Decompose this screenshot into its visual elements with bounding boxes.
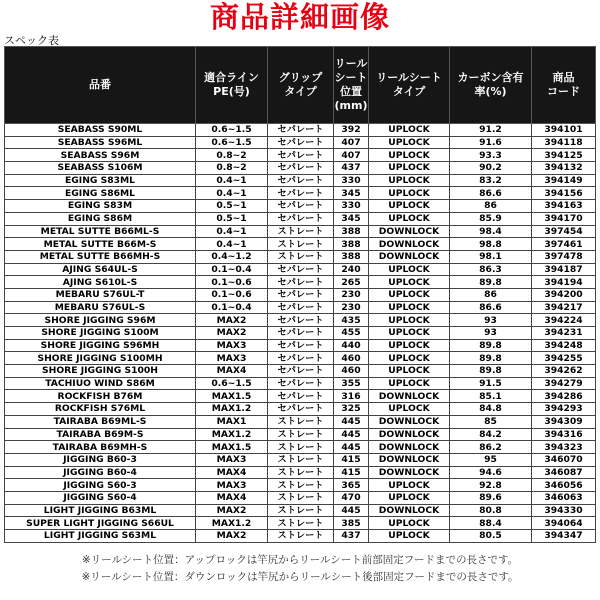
cell-line-pe: MAX4 xyxy=(196,365,268,378)
cell-line-pe: MAX4 xyxy=(196,491,268,504)
table-row xyxy=(5,390,596,403)
cell-line-pe: 0.1~0.4 xyxy=(196,301,268,314)
cell-reel-seat-type: DOWNLOCK xyxy=(369,453,450,466)
cell-reel-seat-position: 445 xyxy=(334,441,369,454)
table-row xyxy=(5,187,596,200)
cell-grip-type: セパレート xyxy=(268,200,334,213)
cell-reel-seat-type: UPLOCK xyxy=(369,352,450,365)
table-row xyxy=(5,403,596,416)
cell-reel-seat-type: UPLOCK xyxy=(369,136,450,149)
spec-table-body xyxy=(5,124,596,543)
cell-product-code: 394309 xyxy=(532,415,596,428)
footnotes xyxy=(0,552,600,586)
cell-grip-type: ストレート xyxy=(268,250,334,263)
cell-reel-seat-type: UPLOCK xyxy=(369,314,450,327)
cell-part-number: EGING S86M xyxy=(5,212,196,225)
cell-carbon-content: 98.1 xyxy=(450,250,532,263)
cell-reel-seat-type: DOWNLOCK xyxy=(369,238,450,251)
cell-reel-seat-position: 330 xyxy=(334,174,369,187)
cell-carbon-content: 98.8 xyxy=(450,238,532,251)
cell-reel-seat-type: UPLOCK xyxy=(369,327,450,340)
cell-reel-seat-type: UPLOCK xyxy=(369,517,450,530)
cell-grip-type: セパレート xyxy=(268,390,334,403)
cell-reel-seat-position: 265 xyxy=(334,276,369,289)
spec-table-label: スペック表 xyxy=(4,34,59,47)
cell-product-code: 346056 xyxy=(532,479,596,492)
cell-carbon-content: 93 xyxy=(450,327,532,340)
cell-product-code: 397454 xyxy=(532,225,596,238)
cell-reel-seat-position: 437 xyxy=(334,162,369,175)
cell-carbon-content: 85.1 xyxy=(450,390,532,403)
cell-part-number: TAIRABA B69MH-S xyxy=(5,441,196,454)
cell-line-pe: MAX1 xyxy=(196,415,268,428)
cell-part-number: EGING S83ML xyxy=(5,174,196,187)
cell-reel-seat-position: 415 xyxy=(334,466,369,479)
cell-carbon-content: 86.6 xyxy=(450,301,532,314)
cell-reel-seat-position: 445 xyxy=(334,415,369,428)
cell-product-code: 346087 xyxy=(532,466,596,479)
cell-reel-seat-type: UPLOCK xyxy=(369,174,450,187)
cell-grip-type: ストレート xyxy=(268,415,334,428)
cell-reel-seat-position: 365 xyxy=(334,479,369,492)
cell-product-code: 394149 xyxy=(532,174,596,187)
cell-part-number: ROCKFISH S76ML xyxy=(5,403,196,416)
cell-product-code: 346063 xyxy=(532,491,596,504)
table-row xyxy=(5,517,596,530)
table-row xyxy=(5,504,596,517)
cell-reel-seat-position: 437 xyxy=(334,530,369,543)
cell-part-number: METAL SUTTE B66ML-S xyxy=(5,225,196,238)
cell-reel-seat-position: 325 xyxy=(334,403,369,416)
cell-carbon-content: 88.4 xyxy=(450,517,532,530)
table-row xyxy=(5,352,596,365)
cell-grip-type: ストレート xyxy=(268,453,334,466)
cell-product-code: 394200 xyxy=(532,288,596,301)
cell-carbon-content: 80.5 xyxy=(450,530,532,543)
table-row xyxy=(5,250,596,263)
cell-reel-seat-type: UPLOCK xyxy=(369,403,450,416)
cell-product-code: 394279 xyxy=(532,377,596,390)
cell-reel-seat-position: 392 xyxy=(334,124,369,137)
cell-line-pe: MAX4 xyxy=(196,466,268,479)
cell-part-number: TAIRABA B69ML-S xyxy=(5,415,196,428)
cell-product-code: 394330 xyxy=(532,504,596,517)
table-row xyxy=(5,136,596,149)
cell-reel-seat-position: 407 xyxy=(334,136,369,149)
cell-reel-seat-position: 460 xyxy=(334,365,369,378)
footnote-downlock: ※リールシート位置：ダウンロックは竿尻からリールシート後部固定フードまでの長さです。 xyxy=(81,571,519,583)
cell-reel-seat-position: 435 xyxy=(334,314,369,327)
cell-part-number: LIGHT JIGGING B63ML xyxy=(5,504,196,517)
cell-reel-seat-position: 388 xyxy=(334,238,369,251)
table-row xyxy=(5,327,596,340)
cell-line-pe: 0.1~0.4 xyxy=(196,263,268,276)
cell-part-number: SEABASS S90ML xyxy=(5,124,196,137)
cell-part-number: SHORE JIGGING S100H xyxy=(5,365,196,378)
cell-product-code: 394194 xyxy=(532,276,596,289)
cell-carbon-content: 86 xyxy=(450,200,532,213)
cell-reel-seat-type: UPLOCK xyxy=(369,276,450,289)
cell-line-pe: MAX1.2 xyxy=(196,403,268,416)
cell-reel-seat-type: UPLOCK xyxy=(369,530,450,543)
cell-part-number: LIGHT JIGGING S63ML xyxy=(5,530,196,543)
cell-reel-seat-type: UPLOCK xyxy=(369,263,450,276)
table-row xyxy=(5,301,596,314)
cell-grip-type: セパレート xyxy=(268,301,334,314)
cell-carbon-content: 89.8 xyxy=(450,352,532,365)
cell-carbon-content: 91.6 xyxy=(450,136,532,149)
cell-grip-type: ストレート xyxy=(268,517,334,530)
cell-carbon-content: 89.6 xyxy=(450,491,532,504)
cell-reel-seat-type: UPLOCK xyxy=(369,377,450,390)
cell-part-number: JIGGING B60-3 xyxy=(5,453,196,466)
cell-grip-type: セパレート xyxy=(268,377,334,390)
cell-grip-type: ストレート xyxy=(268,225,334,238)
cell-line-pe: MAX2 xyxy=(196,314,268,327)
cell-grip-type: セパレート xyxy=(268,365,334,378)
cell-line-pe: MAX3 xyxy=(196,453,268,466)
cell-carbon-content: 92.8 xyxy=(450,479,532,492)
table-row xyxy=(5,238,596,251)
cell-grip-type: セパレート xyxy=(268,162,334,175)
table-row xyxy=(5,200,596,213)
cell-reel-seat-position: 385 xyxy=(334,517,369,530)
cell-reel-seat-type: UPLOCK xyxy=(369,200,450,213)
cell-reel-seat-position: 230 xyxy=(334,301,369,314)
cell-part-number: AJING S64UL-S xyxy=(5,263,196,276)
cell-grip-type: セパレート xyxy=(268,136,334,149)
cell-line-pe: 0.5~1 xyxy=(196,200,268,213)
cell-grip-type: セパレート xyxy=(268,174,334,187)
cell-grip-type: セパレート xyxy=(268,212,334,225)
cell-line-pe: MAX1.5 xyxy=(196,441,268,454)
table-row xyxy=(5,263,596,276)
cell-line-pe: 0.1~0.6 xyxy=(196,276,268,289)
table-row xyxy=(5,441,596,454)
cell-reel-seat-type: DOWNLOCK xyxy=(369,428,450,441)
table-row xyxy=(5,530,596,543)
cell-carbon-content: 91.2 xyxy=(450,124,532,137)
cell-grip-type: セパレート xyxy=(268,276,334,289)
cell-carbon-content: 86 xyxy=(450,288,532,301)
cell-product-code: 394293 xyxy=(532,403,596,416)
cell-reel-seat-type: UPLOCK xyxy=(369,212,450,225)
cell-carbon-content: 89.8 xyxy=(450,276,532,289)
cell-grip-type: セパレート xyxy=(268,288,334,301)
cell-product-code: 394255 xyxy=(532,352,596,365)
cell-carbon-content: 85.9 xyxy=(450,212,532,225)
cell-part-number: SEABASS S106M xyxy=(5,162,196,175)
cell-part-number: MEBARU S76UL-T xyxy=(5,288,196,301)
cell-reel-seat-position: 230 xyxy=(334,288,369,301)
cell-reel-seat-type: DOWNLOCK xyxy=(369,466,450,479)
cell-carbon-content: 86.2 xyxy=(450,441,532,454)
cell-carbon-content: 84.8 xyxy=(450,403,532,416)
cell-carbon-content: 90.2 xyxy=(450,162,532,175)
cell-grip-type: ストレート xyxy=(268,491,334,504)
table-row xyxy=(5,428,596,441)
cell-carbon-content: 91.5 xyxy=(450,377,532,390)
cell-reel-seat-position: 415 xyxy=(334,453,369,466)
table-row xyxy=(5,162,596,175)
cell-line-pe: 0.8~2 xyxy=(196,149,268,162)
cell-reel-seat-type: DOWNLOCK xyxy=(369,250,450,263)
header-carbon-content: カーボン含有 率(%) xyxy=(450,47,532,124)
cell-line-pe: 0.4~1 xyxy=(196,187,268,200)
table-row xyxy=(5,174,596,187)
cell-product-code: 394231 xyxy=(532,327,596,340)
header-grip-type: グリップ タイプ xyxy=(268,47,334,124)
cell-carbon-content: 93.3 xyxy=(450,149,532,162)
cell-part-number: JIGGING S60-3 xyxy=(5,479,196,492)
spec-table-header-row xyxy=(5,47,596,124)
cell-line-pe: MAX1.5 xyxy=(196,390,268,403)
cell-reel-seat-position: 455 xyxy=(334,327,369,340)
cell-reel-seat-position: 470 xyxy=(334,491,369,504)
cell-carbon-content: 86.3 xyxy=(450,263,532,276)
page-banner-title: 商品詳細画像 xyxy=(209,0,390,34)
cell-line-pe: 0.6~1.5 xyxy=(196,377,268,390)
header-reel-seat-type: リールシート タイプ xyxy=(369,47,450,124)
cell-reel-seat-position: 316 xyxy=(334,390,369,403)
cell-line-pe: MAX3 xyxy=(196,339,268,352)
cell-line-pe: MAX1.2 xyxy=(196,428,268,441)
table-row xyxy=(5,288,596,301)
cell-carbon-content: 86.6 xyxy=(450,187,532,200)
cell-line-pe: 0.6~1.5 xyxy=(196,136,268,149)
cell-line-pe: MAX3 xyxy=(196,352,268,365)
cell-line-pe: 0.4~1 xyxy=(196,225,268,238)
table-row xyxy=(5,225,596,238)
spec-table xyxy=(4,46,596,543)
cell-reel-seat-type: DOWNLOCK xyxy=(369,390,450,403)
cell-part-number: ROCKFISH B76M xyxy=(5,390,196,403)
cell-product-code: 397478 xyxy=(532,250,596,263)
table-row xyxy=(5,466,596,479)
cell-product-code: 394064 xyxy=(532,517,596,530)
cell-part-number: SEABASS S96ML xyxy=(5,136,196,149)
cell-carbon-content: 80.8 xyxy=(450,504,532,517)
cell-reel-seat-position: 407 xyxy=(334,149,369,162)
cell-product-code: 394118 xyxy=(532,136,596,149)
cell-product-code: 394125 xyxy=(532,149,596,162)
cell-product-code: 394170 xyxy=(532,212,596,225)
cell-part-number: SHORE JIGGING S100MH xyxy=(5,352,196,365)
cell-carbon-content: 83.2 xyxy=(450,174,532,187)
cell-grip-type: セパレート xyxy=(268,187,334,200)
cell-reel-seat-type: UPLOCK xyxy=(369,339,450,352)
cell-product-code: 394132 xyxy=(532,162,596,175)
cell-reel-seat-position: 388 xyxy=(334,250,369,263)
cell-reel-seat-position: 240 xyxy=(334,263,369,276)
cell-grip-type: セパレート xyxy=(268,352,334,365)
cell-reel-seat-position: 445 xyxy=(334,428,369,441)
cell-product-code: 394187 xyxy=(532,263,596,276)
table-row xyxy=(5,212,596,225)
cell-grip-type: セパレート xyxy=(268,327,334,340)
header-product-code: 商品 コード xyxy=(532,47,596,124)
cell-part-number: JIGGING S60-4 xyxy=(5,491,196,504)
cell-grip-type: セパレート xyxy=(268,149,334,162)
cell-part-number: SUPER LIGHT JIGGING S66UL xyxy=(5,517,196,530)
cell-part-number: METAL SUTTE B66M-S xyxy=(5,238,196,251)
table-row xyxy=(5,149,596,162)
cell-grip-type: セパレート xyxy=(268,263,334,276)
cell-product-code: 394224 xyxy=(532,314,596,327)
cell-line-pe: 0.8~2 xyxy=(196,162,268,175)
cell-product-code: 394347 xyxy=(532,530,596,543)
cell-grip-type: ストレート xyxy=(268,238,334,251)
cell-reel-seat-type: DOWNLOCK xyxy=(369,415,450,428)
table-row xyxy=(5,339,596,352)
cell-part-number: TAIRABA B69M-S xyxy=(5,428,196,441)
cell-product-code: 394163 xyxy=(532,200,596,213)
cell-line-pe: 0.6~1.5 xyxy=(196,124,268,137)
cell-carbon-content: 95 xyxy=(450,453,532,466)
table-row xyxy=(5,479,596,492)
cell-line-pe: MAX2 xyxy=(196,504,268,517)
cell-reel-seat-position: 355 xyxy=(334,377,369,390)
cell-reel-seat-position: 330 xyxy=(334,200,369,213)
cell-line-pe: MAX2 xyxy=(196,530,268,543)
cell-part-number: SHORE JIGGING S100M xyxy=(5,327,196,340)
cell-line-pe: 0.1~0.6 xyxy=(196,288,268,301)
cell-reel-seat-type: UPLOCK xyxy=(369,479,450,492)
cell-part-number: TACHIUO WIND S86M xyxy=(5,377,196,390)
cell-reel-seat-type: DOWNLOCK xyxy=(369,441,450,454)
cell-grip-type: ストレート xyxy=(268,530,334,543)
cell-carbon-content: 89.8 xyxy=(450,365,532,378)
header-part-number: 品番 xyxy=(5,47,196,124)
cell-reel-seat-position: 460 xyxy=(334,352,369,365)
cell-reel-seat-type: UPLOCK xyxy=(369,149,450,162)
cell-line-pe: MAX3 xyxy=(196,479,268,492)
cell-reel-seat-type: UPLOCK xyxy=(369,124,450,137)
cell-line-pe: MAX2 xyxy=(196,327,268,340)
table-row xyxy=(5,491,596,504)
cell-reel-seat-position: 440 xyxy=(334,339,369,352)
cell-carbon-content: 94.6 xyxy=(450,466,532,479)
cell-reel-seat-type: UPLOCK xyxy=(369,162,450,175)
cell-grip-type: セパレート xyxy=(268,403,334,416)
cell-product-code: 394217 xyxy=(532,301,596,314)
cell-part-number: METAL SUTTE B66MH-S xyxy=(5,250,196,263)
cell-line-pe: 0.4~1 xyxy=(196,174,268,187)
cell-part-number: EGING S83M xyxy=(5,200,196,213)
cell-product-code: 394323 xyxy=(532,441,596,454)
cell-reel-seat-type: UPLOCK xyxy=(369,187,450,200)
cell-reel-seat-type: UPLOCK xyxy=(369,365,450,378)
cell-reel-seat-type: UPLOCK xyxy=(369,288,450,301)
table-row xyxy=(5,377,596,390)
cell-carbon-content: 89.8 xyxy=(450,339,532,352)
cell-product-code: 394262 xyxy=(532,365,596,378)
cell-reel-seat-position: 445 xyxy=(334,504,369,517)
table-row xyxy=(5,314,596,327)
cell-part-number: SHORE JIGGING S96MH xyxy=(5,339,196,352)
cell-reel-seat-type: UPLOCK xyxy=(369,491,450,504)
cell-reel-seat-position: 388 xyxy=(334,225,369,238)
cell-part-number: MEBARU S76UL-S xyxy=(5,301,196,314)
cell-grip-type: ストレート xyxy=(268,428,334,441)
cell-product-code: 394286 xyxy=(532,390,596,403)
cell-grip-type: ストレート xyxy=(268,441,334,454)
cell-line-pe: 0.4~1.2 xyxy=(196,250,268,263)
cell-grip-type: セパレート xyxy=(268,124,334,137)
cell-grip-type: セパレート xyxy=(268,314,334,327)
cell-carbon-content: 98.4 xyxy=(450,225,532,238)
cell-part-number: SEABASS S96M xyxy=(5,149,196,162)
table-row xyxy=(5,365,596,378)
cell-line-pe: 0.4~1 xyxy=(196,238,268,251)
cell-reel-seat-type: DOWNLOCK xyxy=(369,504,450,517)
cell-carbon-content: 84.2 xyxy=(450,428,532,441)
cell-grip-type: ストレート xyxy=(268,466,334,479)
cell-product-code: 394156 xyxy=(532,187,596,200)
cell-reel-seat-type: DOWNLOCK xyxy=(369,225,450,238)
cell-part-number: AJING S610L-S xyxy=(5,276,196,289)
cell-product-code: 394248 xyxy=(532,339,596,352)
header-line-pe: 適合ライン PE(号) xyxy=(196,47,268,124)
cell-product-code: 394101 xyxy=(532,124,596,137)
cell-line-pe: MAX1.2 xyxy=(196,517,268,530)
table-row xyxy=(5,453,596,466)
cell-part-number: JIGGING B60-4 xyxy=(5,466,196,479)
header-reel-seat-position: リール シート 位置 (mm) xyxy=(334,47,369,124)
cell-part-number: SHORE JIGGING S96M xyxy=(5,314,196,327)
cell-reel-seat-type: UPLOCK xyxy=(369,301,450,314)
table-row xyxy=(5,276,596,289)
cell-product-code: 394316 xyxy=(532,428,596,441)
table-row xyxy=(5,415,596,428)
cell-carbon-content: 93 xyxy=(450,314,532,327)
footnote-uplock: ※リールシート位置：アップロックは竿尻からリールシート前部固定フードまでの長さです。 xyxy=(81,554,519,566)
cell-grip-type: ストレート xyxy=(268,504,334,517)
cell-grip-type: ストレート xyxy=(268,479,334,492)
cell-reel-seat-position: 345 xyxy=(334,187,369,200)
cell-reel-seat-position: 345 xyxy=(334,212,369,225)
cell-grip-type: セパレート xyxy=(268,339,334,352)
cell-product-code: 346070 xyxy=(532,453,596,466)
table-row xyxy=(5,124,596,137)
cell-line-pe: 0.5~1 xyxy=(196,212,268,225)
cell-carbon-content: 85 xyxy=(450,415,532,428)
cell-product-code: 397461 xyxy=(532,238,596,251)
cell-part-number: EGING S86ML xyxy=(5,187,196,200)
